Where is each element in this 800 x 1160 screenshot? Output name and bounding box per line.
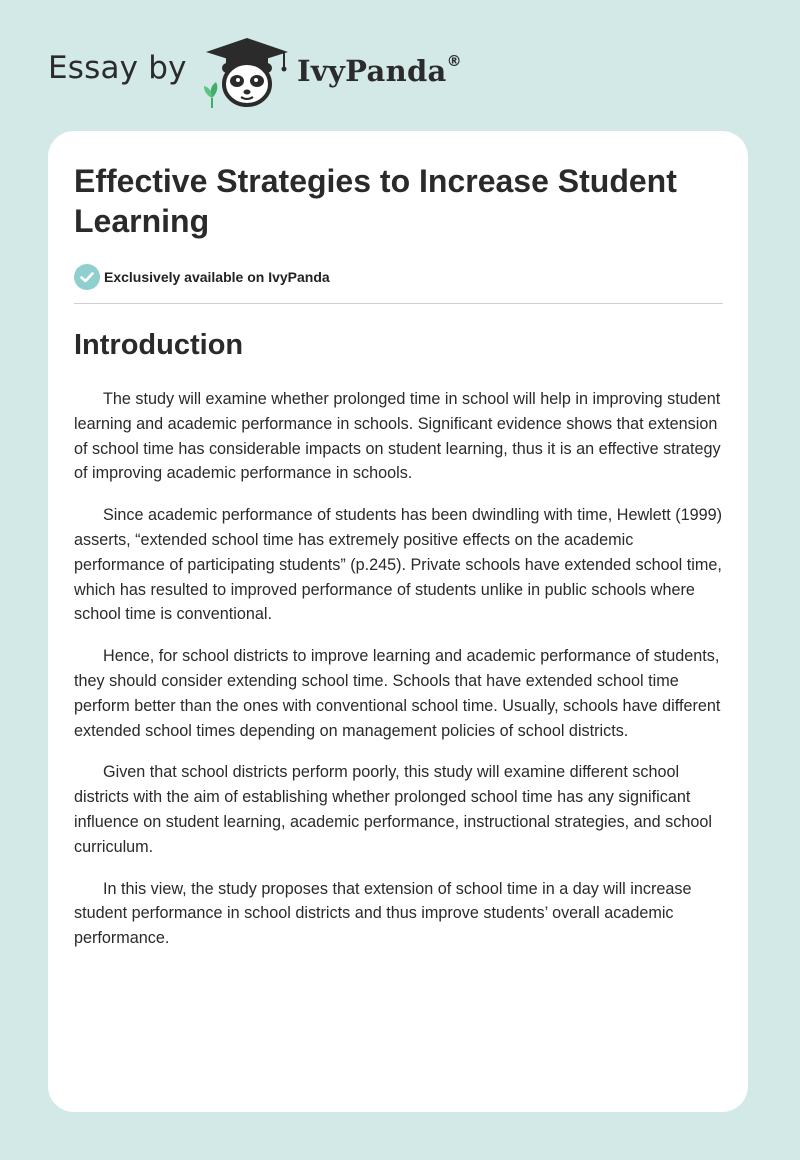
exclusive-badge — [74, 264, 330, 290]
section-heading: Introduction — [74, 329, 244, 361]
paragraph: In this view, the study proposes that extension of school time in a day will increase student performance in school districts and thus improve students’ overall academic performance. — [74, 879, 692, 948]
exclusive-badge-text: Exclusively available on IvyPanda — [104, 269, 330, 285]
paragraph: Since academic performance of students has been dwindling with time, Hewlett (1999) asserts, “extended school time has extremely positive effects on the academic performance of participating students” (p.245). Private schools have extended school time, which has resulted to improved performance of students unlike in public schools where school time is conventional. — [74, 506, 723, 624]
page-title: Effective Strategies to Increase Student Learning — [74, 163, 677, 239]
check-circle-icon — [74, 264, 100, 290]
panda-graduation-cap-icon[interactable] — [200, 32, 294, 110]
divider — [74, 303, 723, 304]
site-header — [0, 0, 800, 130]
essay-card — [48, 131, 748, 1112]
paragraph: Hence, for school districts to improve learning and academic performance of students, they should consider extending school time. Schools that have extended school time perform better than the ones with conventional school time. Usually, schools have different extended school times depending on management policies of school districts. — [74, 647, 721, 740]
essay-body — [74, 387, 724, 968]
brand-logo-text[interactable]: IvyPanda® — [297, 52, 462, 88]
paragraph: Given that school districts perform poorly, this study will examine different school districts with the aim of establishing whether prolonged school time has any significant influence on student learning, academic performance, instructional strategies, and school curriculum. — [74, 763, 712, 856]
paragraph: The study will examine whether prolonged time in school will help in improving student learning and academic performance in schools. Significant evidence shows that extension of school time has considerable impacts on student learning, thus it is an effective strategy of improving academic performance in schools. — [74, 390, 721, 483]
registered-mark: ® — [446, 52, 462, 70]
essay-by-label: Essay by — [48, 50, 187, 86]
